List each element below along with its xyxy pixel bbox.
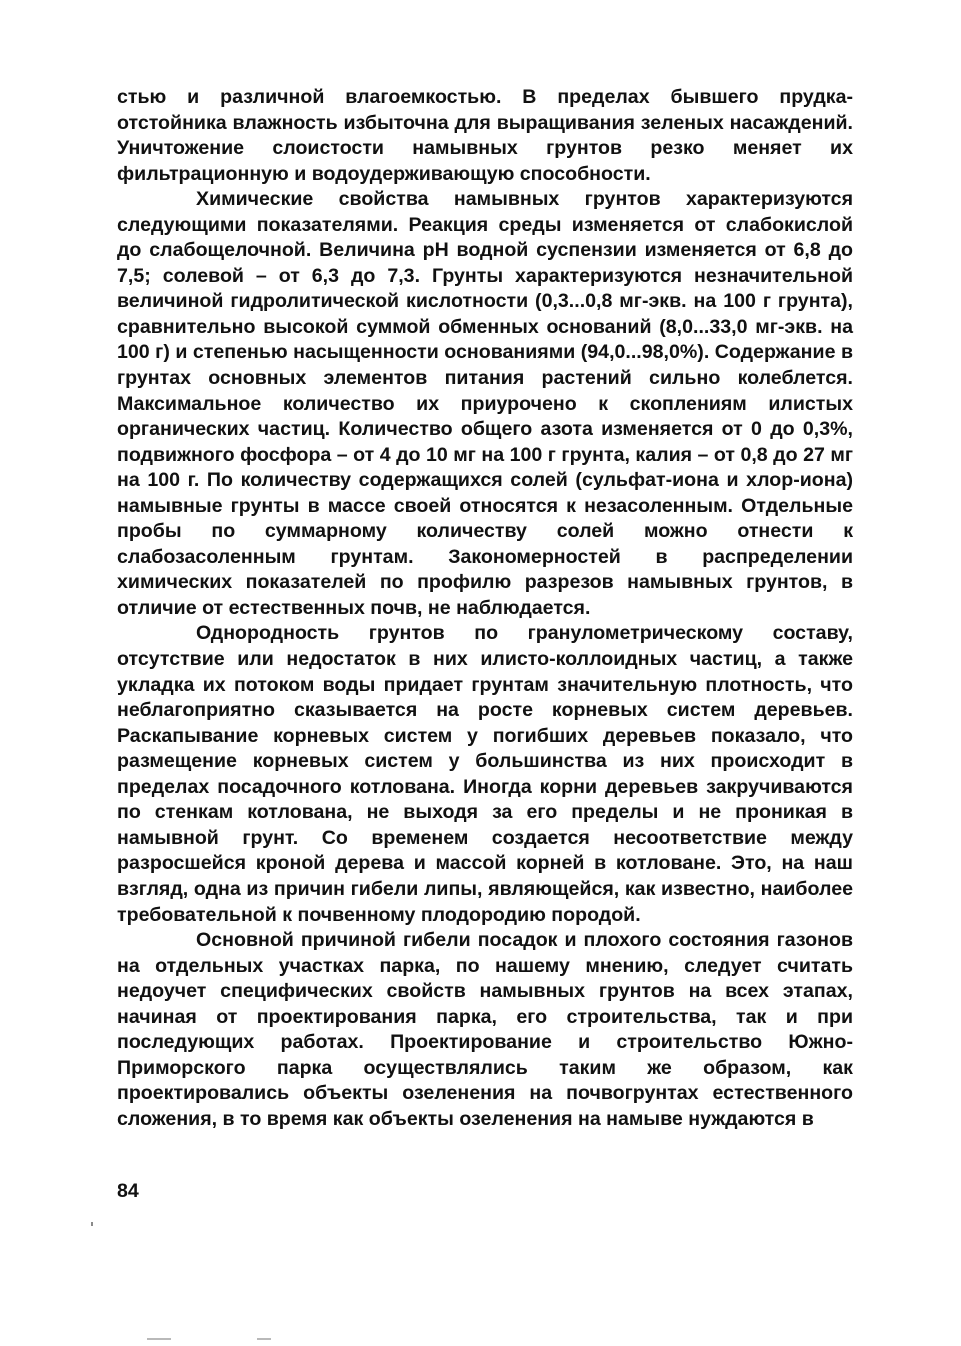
scan-artifact-line — [147, 1338, 171, 1340]
scan-artifact-mark — [91, 1222, 93, 1226]
page-body-text — [117, 85, 853, 1132]
paragraph-soil-density: Однородность грунтов по гранулометрическому составу, отсутствие или недостаток в них илисто-коллоидных частиц, а также укладка их потоком воды придает грунтам значительную плотность, что неблагоприятно сказывается на росте корневых систем деревьев. Раскапывание корневых систем у погибших деревьев показало, что размещение корневых систем у большинства из них происходит в пределах посадочного котлована. Иногда корни деревьев закручиваются по стенкам котлована, не выходя за его пределы и не проникая в намывной грунт. Со временем создается несоответствие между разросшейся кроной дерева и массой корней в котловане. Это, на наш взгляд, одна из причин гибели липы, являющейся, как известно, наиболее требовательной к почвенному плодородию породой. — [117, 622, 853, 926]
paragraph-continuation: стью и различной влагоемкостью. В пределах бывшего прудка-отстойника влажность избыточна для выращивания зеленых насаждений. Уничтожение слоистости намывных грунтов резко меняет их фильтрационную и водоудерживающую способности. — [117, 86, 853, 185]
paragraph-chemical-properties: Химические свойства намывных грунтов характеризуются следующими показателями. Реакция среды изменяется от слабокислой до слабощелочной. Величина pH водной суспензии изменяется от 6,8 до 7,5; солевой – от 6,3 до 7,3. Грунты характеризуются незначительной величиной гидролитической кислотности (0,3...0,8 мг-экв. на 100 г грунта), сравнительно высокой суммой обменных оснований (8,0...33,0 мг-экв. на 100 г) и степенью насыщенности основаниями (94,0...98,0%). Содержание в грунтах основных элементов питания растений сильно колеблется. Максимальное количество их приурочено к скоплениям илистых органических частиц. Количество общего азота изменяется от 0 до 0,3%, подвижного фосфора – от 4 до 10 мг на 100 г грунта, калия – от 0,8 до 27 мг на 100 г. По количеству содержащихся солей (сульфат-иона и хлор-иона) намывные грунты в массе своей относятся к незасоленным. Отдельные пробы по суммарному количеству солей можно отнести к слабозасоленным грунтам. Закономерностей в распределении химических показателей по профилю разрезов намывных грунтов, в отличие от естественных почв, не наблюдается. — [117, 188, 853, 619]
page-number: 84 — [117, 1180, 139, 1202]
scan-artifact-line — [257, 1338, 271, 1340]
paragraph-main-cause: Основной причиной гибели посадок и плохого состояния газонов на отдельных участках парка, по нашему мнению, следует считать недоучет специфических свойств намывных грунтов на всех этапах, начиная от проектирования парка, его строительства, так и при последующих работах. Проектирование и строительство Южно-Приморского парка осуществлялись таким же образом, как проектировались объекты озеленения на почвогрунтах естественного сложения, в то время как объекты озеленения на намыве нуждаются в — [117, 929, 853, 1130]
